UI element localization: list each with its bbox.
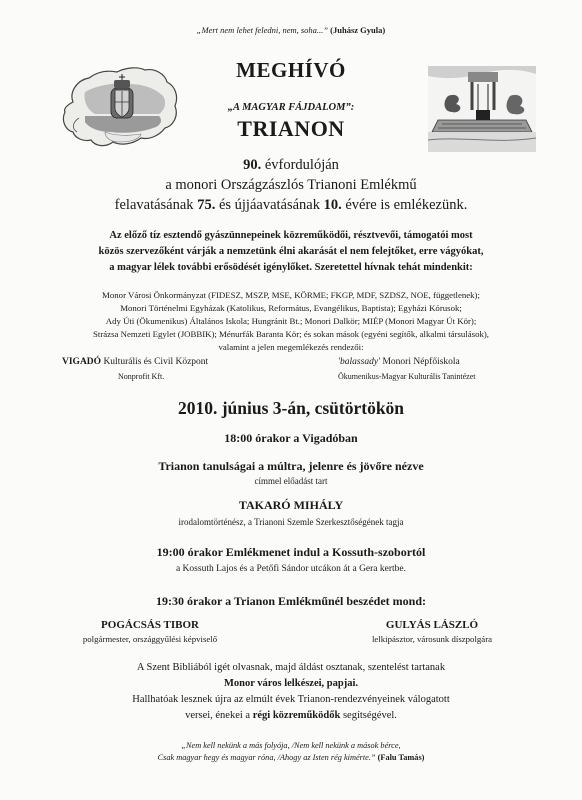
march-route: a Kossuth Lajos és a Petőfi Sándor utcákon át a Gera kertbe.: [175, 564, 407, 574]
anniversary-line-3-c: évére is emlékezünk.: [341, 197, 468, 213]
lecture-title: Trianon tanulságai a múltra, jelenre és jövőre nézve: [158, 459, 424, 473]
epigraph-author: (Juhász Gyula): [330, 25, 386, 35]
speaker-1-name: POGÁCSÁS TIBOR: [101, 619, 199, 631]
closing-line-4-c: segítségével.: [340, 710, 397, 721]
closing-line-2: [0, 676, 582, 692]
footer-quote-author: (Falu Tamás): [377, 753, 425, 762]
organizer-line-5: valamint a jelen megemlékezés rendezői:: [218, 342, 364, 352]
anniversary-line-1-text: évfordulóján: [261, 157, 339, 173]
intro-line-3: a magyar lélek további erősödését igénylőket. Szeretettel hívnak tehát mindenkit:: [109, 262, 473, 273]
closing-line-4-bold: régi közreműködők: [252, 710, 341, 721]
speaker-2-name: GULYÁS LÁSZLÓ: [385, 619, 479, 631]
intro-line-2: közös szervezőként várják a nemzetünk élni akarását el nem felejtőket, erre vágyókat,: [98, 246, 484, 257]
epigraph-quote: „Mert nem lehet feledni, nem, soha...”: [196, 25, 329, 35]
closing-line-1: A Szent Bibliából igét olvasnak, majd áldást osztanak, szentelést tartanak: [136, 662, 446, 673]
organizer-line-4: Strázsa Nemzeti Egylet (JOBBIK); Ménurfák Baranta Kör; és sokan mások (egyéni segítők, alkalmi társulások),: [93, 329, 489, 339]
anniversary-num-75: 75.: [197, 197, 216, 213]
host-nepfoiskola-rest: Monori Népfőiskola: [380, 357, 460, 367]
speaker-2-role: lelkipásztor, városunk díszpolgára: [371, 634, 493, 644]
anniversary-line-3: [0, 196, 582, 215]
organizer-line-1: Monor Városi Önkormányzat (FIDESZ, MSZP, MSE, KÖRME; FKGP, MDF, SZDSZ, NOE, függetlenek);: [102, 290, 480, 300]
footer-quote-text: Csak magyar hegy és magyar róna, /Ahogy az Isten rég kimérte.”: [157, 753, 376, 762]
host-balassady-script: 'balassady': [338, 357, 381, 367]
lecture-subtitle: címmel előadást tart: [254, 476, 328, 486]
speaker-1-role: polgármester, országgyűlési képviselő: [82, 634, 218, 644]
footer-quote-line-2: [0, 752, 582, 764]
host-vigado: [62, 357, 208, 367]
organizer-line-3: Ady Úti (Ökumenikus) Általános Iskola; Hungránit Bt.; Monori Dalkör; MIÉP (Monori Magyar Út Kör);: [105, 316, 477, 326]
invitation-title: MEGHÍVÓ: [236, 58, 346, 82]
event-time-2: 19:00 órakor Emlékmenet indul a Kossuth-szobortól: [156, 545, 426, 559]
organizer-line-2: Monori Történelmi Egyházak (Katolikus, Református, Evangélikus, Baptista); Egyházi Kórusok;: [120, 303, 462, 313]
intro-line-1: Az előző tíz esztendő gyászünnepeinek közreműködői, résztvevői, támogatói most: [109, 230, 473, 241]
anniversary-line-3-a: felavatásának: [114, 197, 198, 213]
closing-line-3: Hallhatóak lesznek újra az elmúlt évek Trianon-rendezvényeinek válogatott: [132, 694, 450, 705]
host-nepfoiskola-sub: Ökumenikus-Magyar Kulturális Tanintézet: [338, 372, 476, 381]
lecturer-role: irodalomtörténész, a Trianoni Szemle Szerkesztőségének tagja: [178, 517, 404, 527]
epigraph: [0, 25, 582, 35]
closing-line-4: [0, 708, 582, 724]
closing-line-4-a: versei, énekei a: [185, 710, 253, 721]
event-time-1: 18:00 órakor a Vigadóban: [224, 431, 358, 445]
footer-quote-line-1: „Nem kell nekünk a más folyója, /Nem kell nekünk a mások bérce,: [181, 741, 401, 750]
host-vigado-sub: Nonprofit Kft.: [118, 372, 165, 381]
host-nepfoiskola: [338, 357, 460, 367]
anniversary-line-3-b: és újjáavatásának: [215, 197, 324, 213]
invitation-subtitle: „A MAGYAR FÁJDALOM”:: [227, 102, 355, 113]
event-date: 2010. június 3-án, csütörtökön: [177, 398, 405, 418]
host-vigado-rest: Kulturális és Civil Központ: [101, 357, 209, 367]
anniversary-num-10: 10.: [323, 197, 342, 213]
anniversary-line-1: [0, 156, 582, 175]
closing-line-2-bold: Monor város lelkészei, papjai.: [223, 678, 359, 689]
anniversary-number: 90.: [243, 157, 262, 173]
lecturer-name: TAKARÓ MIHÁLY: [238, 498, 344, 512]
invitation-main-heading: TRIANON: [237, 116, 345, 141]
event-time-3: 19:30 órakor a Trianon Emlékműnél beszédet mond:: [155, 594, 426, 608]
anniversary-line-2: a monori Országzászlós Trianoni Emlékmű: [165, 177, 417, 193]
host-vigado-bold: VIGADÓ: [62, 357, 102, 367]
